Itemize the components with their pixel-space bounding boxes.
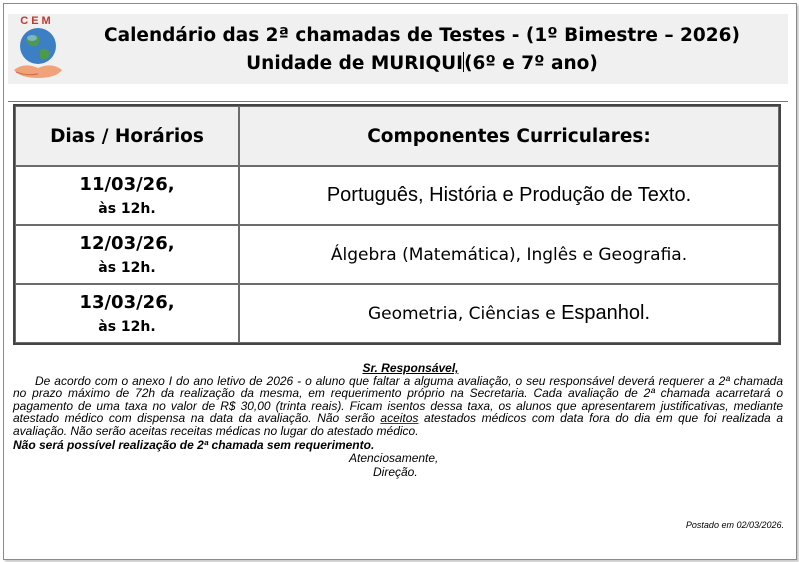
notice-block — [13, 362, 783, 479]
subjects-text: Geometria, Ciências e — [367, 304, 562, 324]
day-cell — [15, 166, 239, 225]
time: às 12h. — [98, 200, 156, 217]
posted-date: Postado em 02/03/2026. — [685, 520, 784, 530]
closing: Atenciosamente, — [349, 451, 439, 466]
day-cell — [15, 225, 239, 284]
notice-body — [13, 375, 783, 438]
subjects-cell — [239, 284, 779, 343]
notice-heading: Sr. Responsável, — [362, 361, 459, 375]
spellcheck-word: aceitos — [380, 411, 419, 426]
subjects-spanish: Espanhol. — [561, 302, 651, 324]
title-grades: (6º e 7º ano) — [464, 53, 598, 74]
notice-body-part-1: De acordo com o anexo I do ano letivo de 2026 - o aluno que faltar a alguma avaliação, o seu responsável deverá requerer a 2ª chamada no prazo máximo de 72h da realização da mesma, em requerimento próprio na Secretaria. Cada avaliação de 2ª chamada acarretará o pagamento de uma taxa no valor de R$ 30,00 (trinta reais). Ficam isentos dessa taxa, os alunos que apresentarem justificativas, mediante atestado médico com dispensa na data da avaliação. Não serão — [13, 373, 783, 426]
table-row — [15, 225, 779, 284]
notice-warning: Não será possível realização de 2ª chamada sem requerimento. — [13, 437, 375, 452]
signature: Direção. — [373, 465, 418, 480]
header-subjects: Componentes Curriculares: — [239, 106, 779, 166]
globe-hands-logo — [10, 12, 66, 86]
header-days: Dias / Horários — [15, 106, 239, 166]
title-unit: Unidade de MURIQUI — [246, 53, 464, 74]
date: 11/03/26, — [79, 173, 175, 195]
time: às 12h. — [98, 259, 156, 276]
table-header-row — [15, 106, 779, 166]
page-title — [72, 22, 772, 78]
date: 13/03/26, — [79, 291, 175, 313]
separator-line — [8, 101, 788, 102]
table-row — [15, 284, 779, 343]
title-line-1: Calendário das 2ª chamadas de Testes - (1º Bimestre – 2026) — [104, 25, 740, 46]
subjects-cell: Álgebra (Matemática), Inglês e Geografia. — [239, 225, 779, 284]
day-cell — [15, 284, 239, 343]
logo-text: CEM — [20, 15, 54, 27]
time: às 12h. — [98, 318, 156, 335]
notice-body-part-2: atestados médicos com data fora do dia em que foi realizada a avaliação. Não serão aceitas receitas médicas no lugar do atestado médico. — [13, 411, 783, 438]
date: 12/03/26, — [79, 232, 175, 254]
schedule-table — [13, 104, 781, 345]
table-row — [15, 166, 779, 225]
subjects-cell: Português, História e Produção de Texto. — [239, 166, 779, 225]
title-line-2 — [72, 50, 772, 78]
